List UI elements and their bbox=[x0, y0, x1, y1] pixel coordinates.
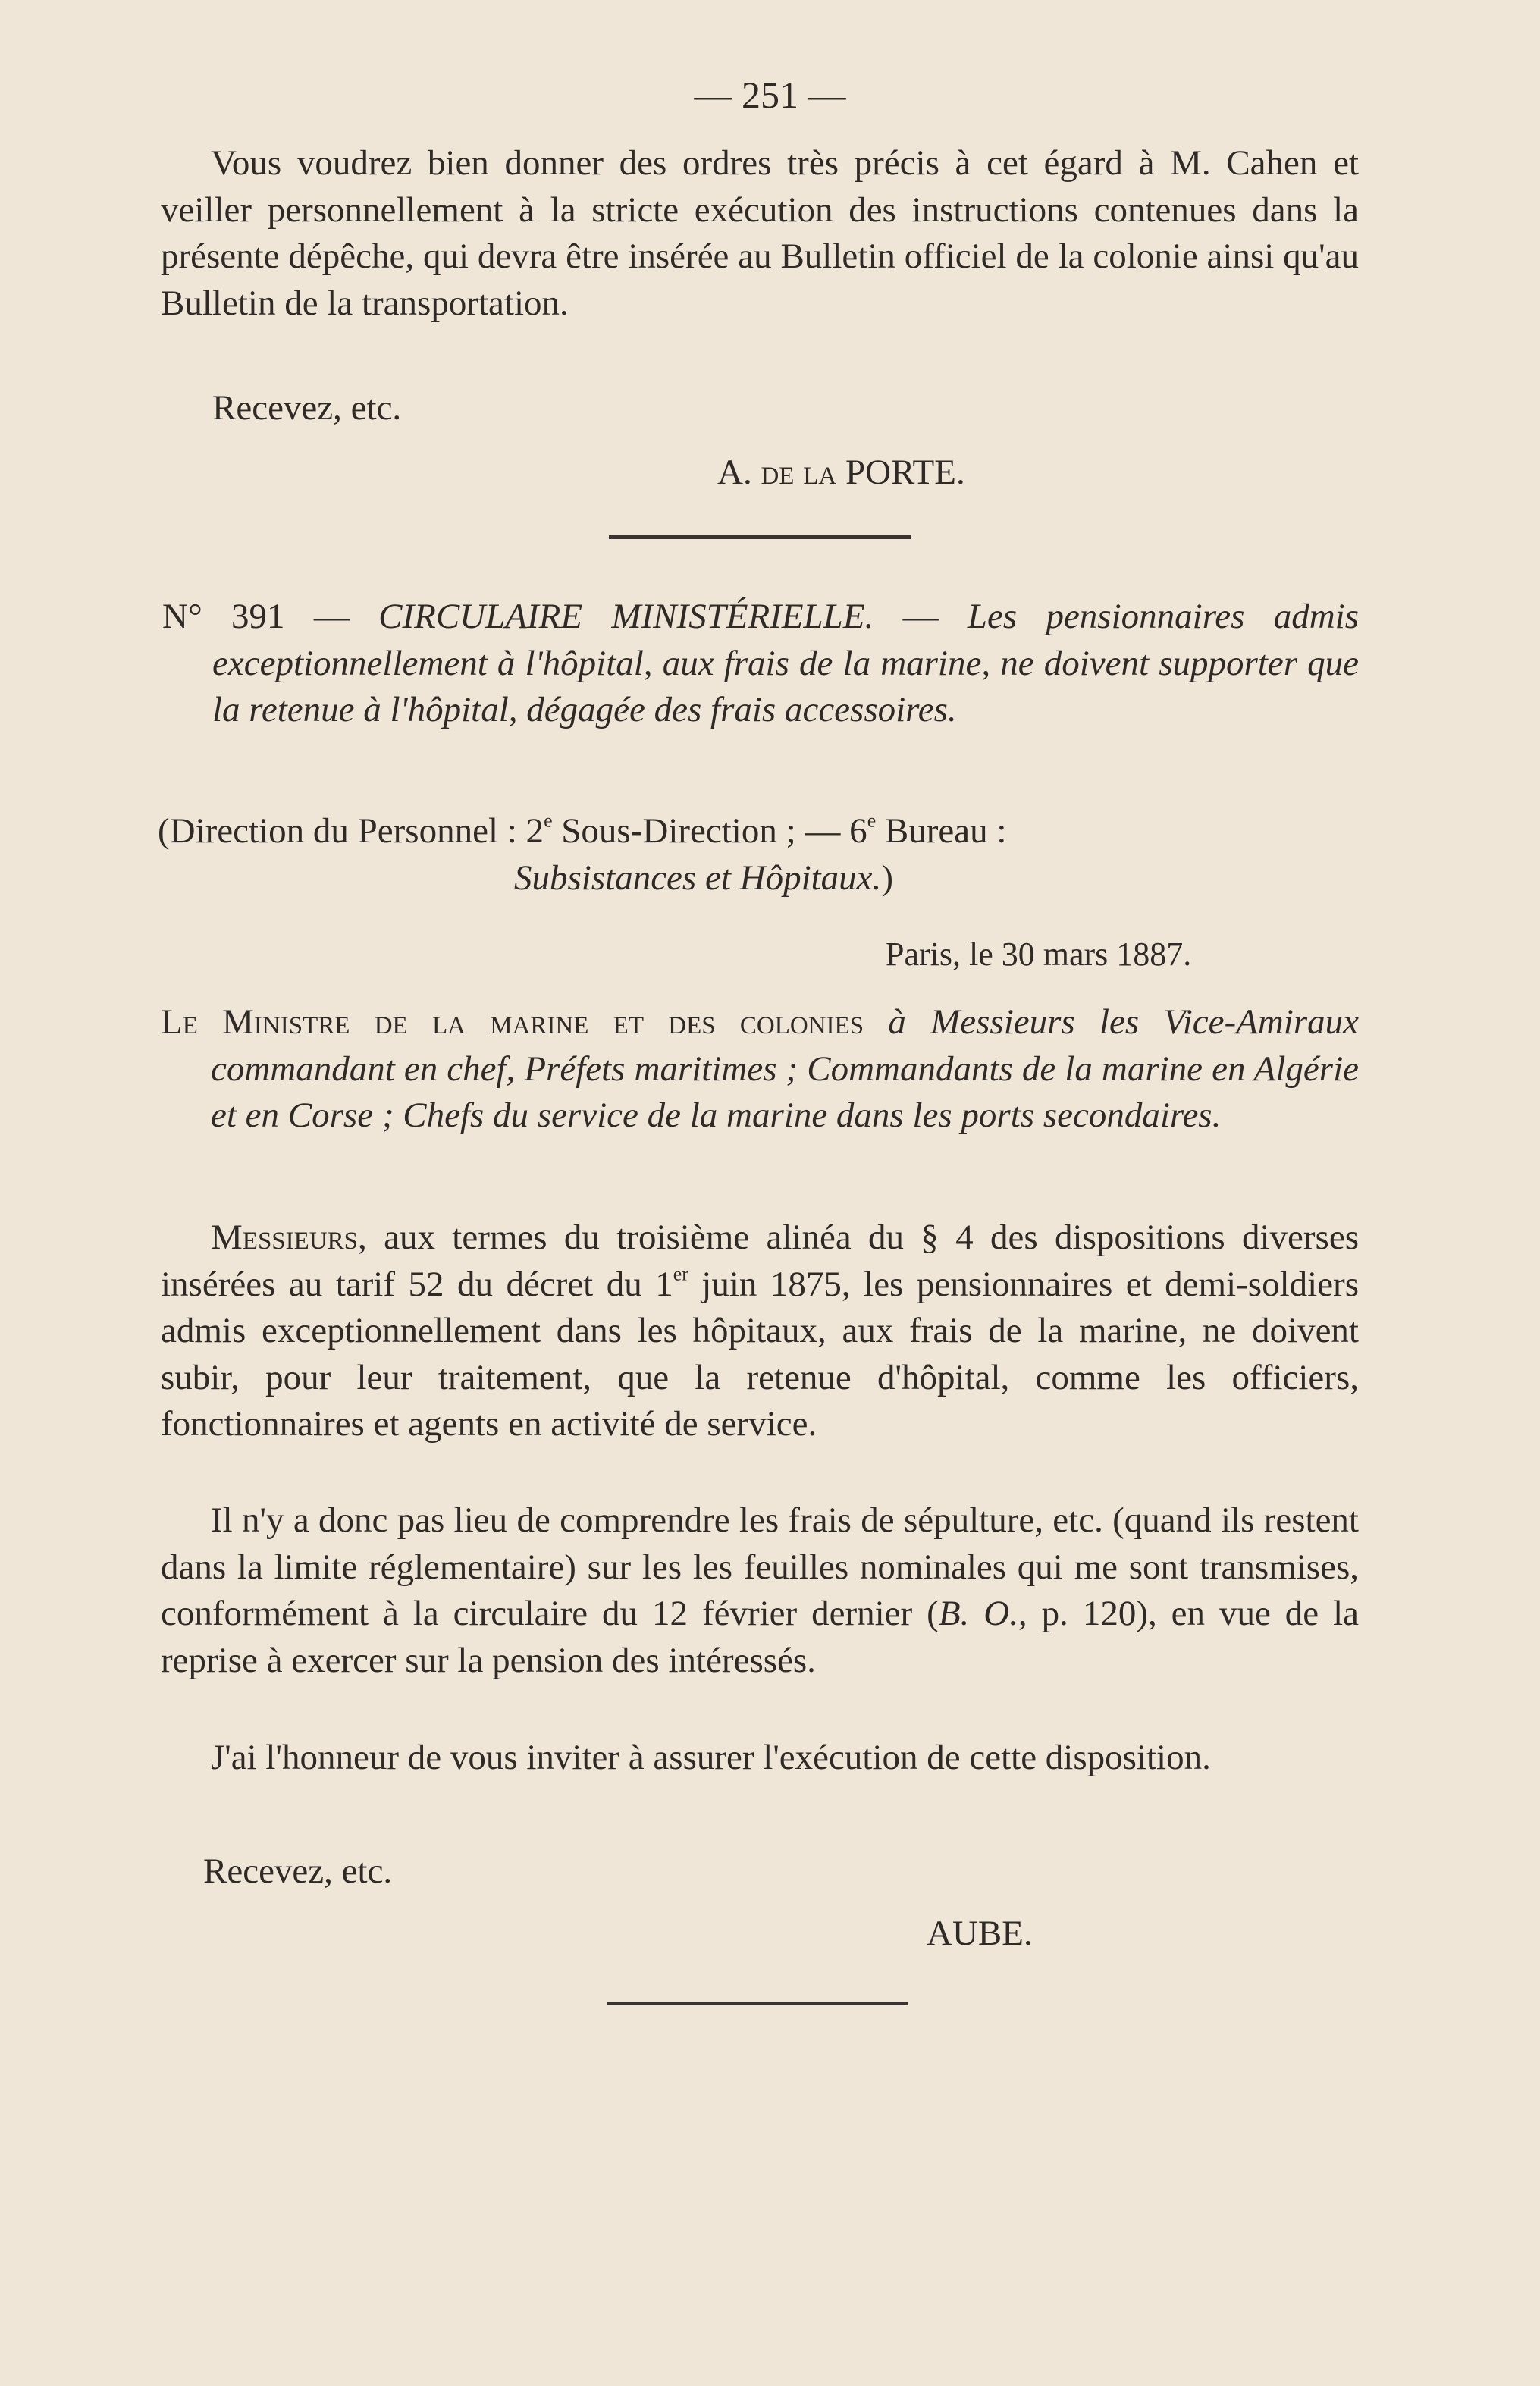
paragraph-2-text-a: Il n'y a donc pas lieu de comprendre les frais de sépulture, etc. (quand ils restent dans la limite réglementaire) sur les les feuilles nominales qui me sont transmises, conformément à la circulaire du 12 février dernier ( bbox=[161, 1500, 1359, 1633]
circular-number: N° 391 bbox=[162, 597, 285, 636]
letter-closing: Recevez, etc. bbox=[212, 388, 402, 428]
salutation: Messieurs bbox=[211, 1218, 358, 1257]
paragraph-1 bbox=[161, 1215, 1359, 1448]
paragraph-2-reference: B. O. bbox=[938, 1594, 1018, 1633]
direction-text-1: (Direction du Personnel : 2 bbox=[158, 811, 544, 851]
paragraph-2 bbox=[161, 1497, 1359, 1684]
direction-text-3: Bureau : bbox=[876, 811, 1007, 851]
circular-type: CIRCULAIRE MINISTÉRIELLE. bbox=[378, 597, 874, 636]
direction-close-paren: ) bbox=[881, 858, 893, 898]
direction-sup-2: e bbox=[867, 809, 877, 832]
circular-signature: AUBE. bbox=[927, 1914, 1033, 1953]
paragraph-1-text-b: juin 1875, les pensionnaires et demi-soldiers admis exceptionnellement dans les hôpitaux, aux frais de la marine, ne doivent subir, pour leur traitement, que la retenue d'hôpital, comme les officiers, fonctionnaires et agents en activité de service. bbox=[161, 1264, 1360, 1444]
summary-dash: — bbox=[874, 597, 968, 636]
paragraph-1-text-a: , aux termes du troisième alinéa du § 4 des dispositions diverses insérées au tarif 52 du décret du 1 bbox=[161, 1218, 1359, 1304]
letter-body: Vous voudrez bien donner des ordres très précis à cet égard à M. Cahen et veiller personnellement à la stricte exécution des instructions contenues dans la présente dépêche, qui devra être insérée au Bulletin officiel de la colonie ainsi qu'au Bulletin de la transportation. bbox=[161, 143, 1359, 323]
paragraph-3: J'ai l'honneur de vous inviter à assurer l'exécution de cette disposition. bbox=[211, 1738, 1211, 1777]
circular-date: Paris, le 30 mars 1887. bbox=[886, 936, 1192, 973]
direction-office: Subsistances et Hôpitaux. bbox=[514, 858, 882, 898]
paragraph-1-sup: er bbox=[673, 1262, 688, 1284]
heading-dash: — bbox=[284, 597, 379, 636]
signature-name: PORTE. bbox=[836, 453, 965, 492]
page-number: — 251 — bbox=[694, 74, 846, 116]
signature-initial: A. bbox=[717, 453, 761, 492]
address-sender: Le Ministre de la marine et des colonies bbox=[161, 1002, 864, 1042]
direction-line-2 bbox=[514, 855, 893, 902]
address-block bbox=[161, 999, 1359, 1140]
separator-rule bbox=[609, 535, 911, 539]
letter-signature bbox=[717, 450, 965, 497]
end-rule bbox=[607, 2002, 908, 2005]
address-recipients: à Messieurs les Vice-Amiraux commandant en chef, Préfets maritimes ; Commandants de la marine en Algérie et en Corse ; Chefs du service de la marine dans les ports secondaires. bbox=[211, 1002, 1359, 1135]
direction-sup-1: e bbox=[544, 809, 553, 832]
paragraph-2-text-b: , p. 120), en vue de la reprise à exercer sur la pension des intéressés. bbox=[161, 1594, 1360, 1680]
direction-text-2: Sous-Direction ; — 6 bbox=[552, 811, 867, 851]
circular-summary: Les pensionnaires admis exceptionnellement à l'hôpital, aux frais de la marine, ne doivent supporter que la retenue à l'hôpital, dégagée des frais accessoires. bbox=[212, 597, 1359, 729]
direction-line bbox=[158, 808, 1363, 855]
signature-particle: de la bbox=[761, 453, 837, 492]
circular-heading bbox=[162, 594, 1359, 734]
circular-closing: Recevez, etc. bbox=[203, 1851, 393, 1891]
